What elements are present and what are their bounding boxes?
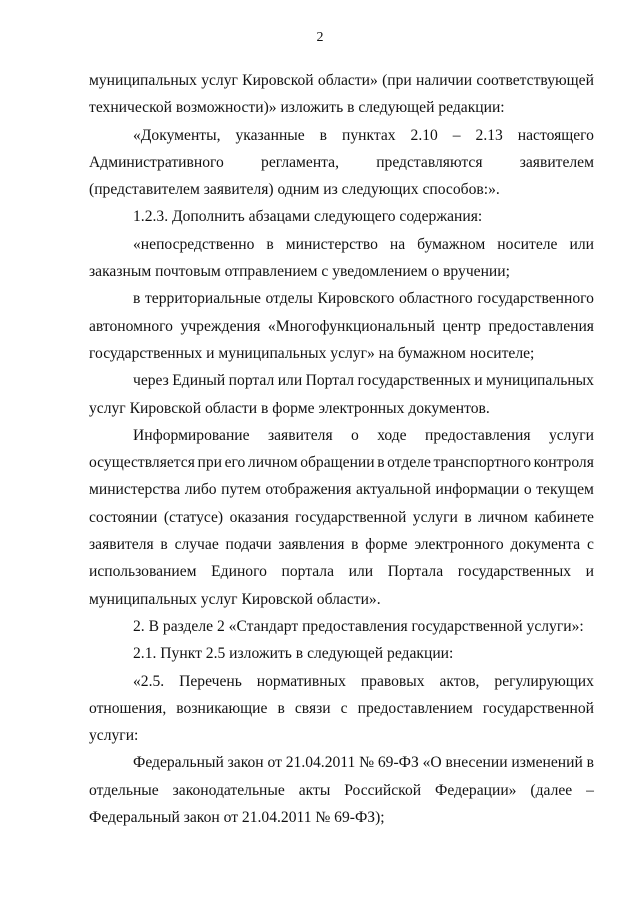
word: Российской <box>344 781 422 799</box>
word: «непосредственно <box>133 235 255 253</box>
text-line: услуг Кировской области в форме электронных документов. <box>89 399 490 417</box>
text-line <box>89 72 594 90</box>
word: заявления <box>278 536 345 554</box>
word: предоставлением <box>357 699 473 717</box>
word: в <box>319 126 328 144</box>
word: отношения, <box>89 699 167 717</box>
word: (статусе) <box>163 508 224 526</box>
word: Кировской <box>242 72 314 89</box>
word: области» <box>317 72 378 89</box>
word: возникающие <box>176 699 268 717</box>
text-line: 2.1. Пункт 2.5 изложить в следующей редакции: <box>133 645 454 663</box>
word: министерство <box>285 235 378 253</box>
word: ходе <box>377 426 407 444</box>
word: в <box>464 508 472 526</box>
word: государственных <box>357 372 471 390</box>
word: в <box>133 290 141 308</box>
word: и <box>474 372 483 390</box>
word: Информирование <box>133 426 250 444</box>
word: пунктах <box>341 126 396 144</box>
word: в <box>351 536 359 554</box>
text-line <box>89 454 594 472</box>
word: отображения <box>265 481 352 499</box>
text-line: заказным почтовым отправлением с уведомлением о вручении; <box>89 263 510 281</box>
word: предоставления <box>488 317 594 335</box>
text-line: 1.2.3. Дополнить абзацами следующего содержания: <box>133 208 483 226</box>
word: подачи <box>225 536 272 554</box>
word: осуществляется <box>89 454 195 472</box>
word: путем <box>221 481 261 499</box>
word: автономного <box>89 317 173 335</box>
word: правовых <box>360 672 425 690</box>
word: и <box>585 563 594 581</box>
word: оказания <box>229 508 289 526</box>
word: – <box>452 126 461 144</box>
word: 2.13 <box>475 126 503 144</box>
word: отдельные <box>89 781 159 799</box>
word: муниципальных <box>486 372 594 390</box>
text-line <box>89 563 594 581</box>
word: наличии <box>416 72 473 89</box>
word: акты <box>298 781 331 799</box>
word: либо <box>184 481 217 499</box>
text-line <box>89 509 594 527</box>
text-line <box>89 673 594 691</box>
word: муниципальных <box>89 72 197 89</box>
word: в <box>586 754 594 772</box>
word: состоянии <box>89 508 158 526</box>
word: контроля <box>533 454 594 472</box>
word: через <box>133 372 169 390</box>
word: случае <box>174 536 219 554</box>
text-line: (представителем заявителя) одним из следующих способов:». <box>89 181 500 199</box>
word: о <box>523 481 532 499</box>
word: Кировского <box>317 290 395 308</box>
word: бумажном <box>417 235 486 253</box>
text-line <box>89 236 594 254</box>
text-line <box>89 536 594 554</box>
word: представляются <box>376 153 483 171</box>
word: носителе <box>497 235 558 253</box>
text-line <box>89 754 594 772</box>
text-line: муниципальных услуг Кировской области». <box>89 590 381 608</box>
word: в <box>277 699 285 717</box>
text-line <box>89 318 594 336</box>
word: с <box>340 699 348 717</box>
word: соответствующей <box>476 72 594 89</box>
word: изменений <box>511 754 583 772</box>
word: Единого <box>211 563 267 581</box>
word: актуальной <box>355 481 431 499</box>
word: заявителем <box>519 153 594 171</box>
word: актов, <box>439 672 480 690</box>
word: документа <box>510 536 581 554</box>
word: отделы <box>265 290 313 308</box>
word: личном <box>247 454 298 472</box>
word: государственной <box>295 508 407 526</box>
word: – <box>586 781 594 799</box>
text-line <box>89 127 594 145</box>
word: государственного <box>477 290 594 308</box>
word: связи <box>294 699 331 717</box>
word: личном <box>478 508 528 526</box>
word: в <box>377 454 385 472</box>
word: Перечень <box>179 672 242 690</box>
page-number: 2 <box>316 30 324 45</box>
word: Портала <box>387 563 444 581</box>
word: использованием <box>89 563 197 581</box>
word: обращении <box>300 454 375 472</box>
word: на <box>389 235 406 253</box>
word: (далее <box>530 781 573 799</box>
word: Федеральный <box>133 754 224 772</box>
text-line: 2. В разделе 2 «Стандарт предоставления государственной услуги»: <box>133 617 584 635</box>
word: учреждения <box>180 317 261 335</box>
text-line <box>89 290 594 308</box>
word: заявителя <box>267 426 333 444</box>
word: Единый <box>172 372 226 390</box>
word: 21.04.2011 <box>285 754 356 772</box>
word: законодательные <box>172 781 285 799</box>
word: государственной <box>482 699 594 717</box>
word: информации <box>435 481 520 499</box>
word: или <box>348 563 374 581</box>
word: его <box>224 454 246 472</box>
word: 2.10 <box>410 126 438 144</box>
word: 69-ФЗ <box>377 754 419 772</box>
word: в <box>160 536 168 554</box>
word: в <box>266 235 274 253</box>
word: Портал <box>305 372 355 390</box>
word: государственных <box>457 563 572 581</box>
word: с <box>586 536 594 554</box>
word: «Многофункциональный <box>267 317 435 335</box>
word: отделе <box>387 454 431 472</box>
word: Федерации» <box>435 781 517 799</box>
word: услуги <box>548 426 594 444</box>
word: № <box>359 754 375 772</box>
word: портала <box>281 563 335 581</box>
word: заявителя <box>89 536 154 554</box>
word: текущем <box>536 481 594 499</box>
word: центр <box>442 317 481 335</box>
word: кабинете <box>534 508 594 526</box>
word: настоящего <box>517 126 594 144</box>
word: транспортного <box>433 454 532 472</box>
document-body <box>89 72 594 836</box>
word: предоставления <box>425 426 531 444</box>
word: услуги <box>412 508 458 526</box>
word: министерства <box>89 481 181 499</box>
word: «Документы, <box>133 126 221 144</box>
word: или <box>277 372 303 390</box>
word: «2.5. <box>133 672 165 690</box>
word: форме <box>365 536 408 554</box>
word: закон <box>227 754 264 772</box>
text-line <box>89 427 594 445</box>
word: указанные <box>235 126 305 144</box>
word: Административного <box>89 153 224 171</box>
text-line <box>89 700 594 718</box>
word: «О <box>422 754 442 772</box>
word: регламента, <box>261 153 339 171</box>
text-line: услуги: <box>89 727 139 745</box>
word: портал <box>228 372 275 390</box>
word: электронного <box>414 536 504 554</box>
word: услуг <box>201 72 238 89</box>
word: территориальные <box>144 290 261 308</box>
text-line <box>89 154 594 172</box>
word: или <box>569 235 594 253</box>
word: от <box>267 754 282 772</box>
word: нормативных <box>256 672 346 690</box>
text-line <box>89 372 594 390</box>
text-line: государственных и муниципальных услуг» на бумажном носителе; <box>89 344 535 362</box>
word: внесении <box>445 754 508 772</box>
word: (при <box>382 72 412 89</box>
text-line: технической возможности)» изложить в следующей редакции: <box>89 99 505 117</box>
text-line: Федеральный закон от 21.04.2011 № 69-ФЗ); <box>89 809 385 827</box>
word: при <box>197 454 222 472</box>
text-line <box>89 782 594 800</box>
word: о <box>351 426 359 444</box>
text-line <box>89 481 594 499</box>
word: регулирующих <box>494 672 594 690</box>
word: областного <box>398 290 473 308</box>
